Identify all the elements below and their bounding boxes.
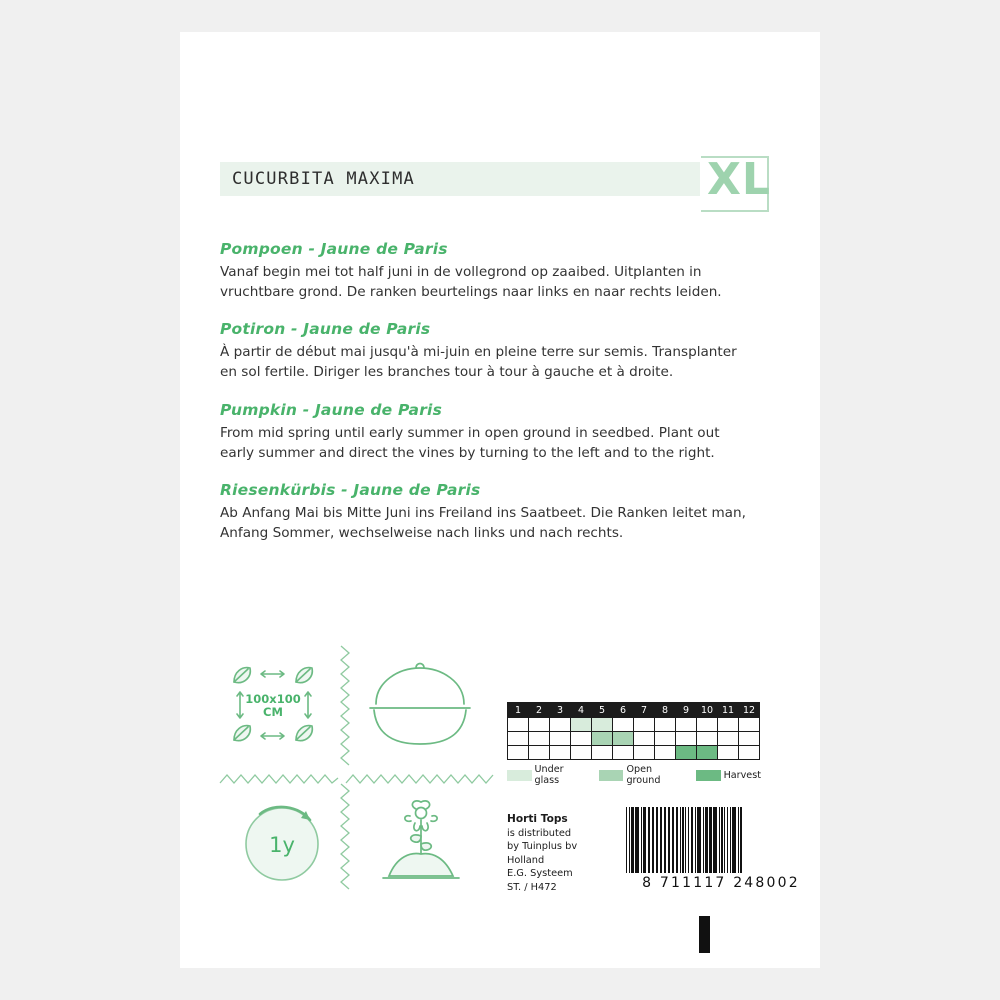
- language-body-de: Ab Anfang Mai bis Mitte Juni ins Freiland ins Saatbeet. Die Ranken leitet man, Anfang Sommer, wechselweise nach links und nach rechts.: [220, 505, 746, 541]
- barcode-number: 8 711117 248002: [642, 875, 800, 891]
- month-header: 3: [550, 703, 571, 718]
- month-header: 2: [529, 703, 550, 718]
- legend-label-under-glass: Under glass: [534, 764, 564, 786]
- barcode: [626, 807, 816, 891]
- calendar-row-open-ground: [508, 732, 760, 746]
- month-header: 6: [613, 703, 634, 718]
- legend-label-open-ground: Open ground: [626, 764, 661, 786]
- barcode-bars: [626, 807, 816, 873]
- legend-swatch-under-glass: [507, 770, 532, 781]
- language-block-fr: [220, 320, 750, 382]
- size-badge: XL: [707, 154, 771, 205]
- month-header: 7: [634, 703, 655, 718]
- language-block-nl: [220, 240, 750, 302]
- language-body-en: From mid spring until early summer in open ground in seedbed. Plant out early summer and direct the vines by turning to the left and to the right.: [220, 425, 720, 461]
- language-body-nl: Vanaf begin mei tot half juni in de vollegrond op zaaibed. Uitplanten in vruchtbare grond. De ranken beurtelings naar links en naar rechts leiden.: [220, 264, 722, 300]
- seedling-icon: [365, 792, 485, 897]
- calendar-legend: [507, 764, 761, 786]
- language-title-en: Pumpkin - Jaune de Paris: [220, 401, 442, 419]
- month-header: 10: [697, 703, 718, 718]
- language-body-fr: À partir de début mai jusqu'à mi-juin en pleine terre sur semis. Transplanter en sol fertile. Diriger les branches tour à tour à gauche et à droite.: [220, 344, 737, 380]
- language-title-fr: Potiron - Jaune de Paris: [220, 320, 431, 338]
- spacing-value-text: 100x100: [245, 692, 301, 706]
- latin-name-bar: [220, 162, 700, 196]
- brand-name: Horti Tops: [507, 813, 568, 825]
- legend-swatch-open-ground: [599, 770, 624, 781]
- distributor-line-3: Holland: [507, 854, 545, 866]
- distributor-info: [507, 812, 577, 894]
- zigzag-divider-vertical-bottom: [338, 784, 352, 894]
- distributor-line-1: is distributed: [507, 827, 572, 839]
- zigzag-divider-vertical-top: [338, 646, 352, 766]
- spacing-unit-text: CM: [263, 705, 283, 719]
- legend-label-harvest: Harvest: [723, 769, 761, 781]
- distributor-line-5: ST. / H472: [507, 881, 557, 893]
- shelf-life-icon: [230, 792, 340, 892]
- month-header: 8: [655, 703, 676, 718]
- sowing-calendar: [507, 702, 761, 786]
- distributor-line-4: E.G. Systeem: [507, 868, 573, 880]
- month-header: 1: [508, 703, 529, 718]
- month-header: 11: [718, 703, 739, 718]
- calendar-table: [507, 702, 760, 760]
- latin-name: CUCURBITA MAXIMA: [232, 169, 415, 189]
- zigzag-divider-horizontal-left: [220, 772, 338, 786]
- language-title-nl: Pompoen - Jaune de Paris: [220, 240, 448, 258]
- calendar-row-harvest: [508, 746, 760, 760]
- seed-packet-back: [180, 32, 820, 968]
- plant-spacing-icon: [220, 652, 340, 762]
- month-header: 9: [676, 703, 697, 718]
- zigzag-divider-horizontal-right: [346, 772, 496, 786]
- calendar-header-row: [508, 703, 760, 718]
- shelf-life-value-text: 1y: [269, 833, 295, 857]
- cooking-pot-icon: [360, 656, 480, 756]
- month-header: 12: [739, 703, 760, 718]
- calendar-row-under-glass: [508, 718, 760, 732]
- language-block-de: [220, 481, 750, 543]
- language-block-en: [220, 401, 750, 463]
- month-header: 5: [592, 703, 613, 718]
- distributor-line-2: by Tuinplus bv: [507, 841, 578, 853]
- language-title-de: Riesenkürbis - Jaune de Paris: [220, 481, 481, 499]
- legend-swatch-harvest: [696, 770, 721, 781]
- print-registration-mark: [699, 916, 710, 953]
- month-header: 4: [571, 703, 592, 718]
